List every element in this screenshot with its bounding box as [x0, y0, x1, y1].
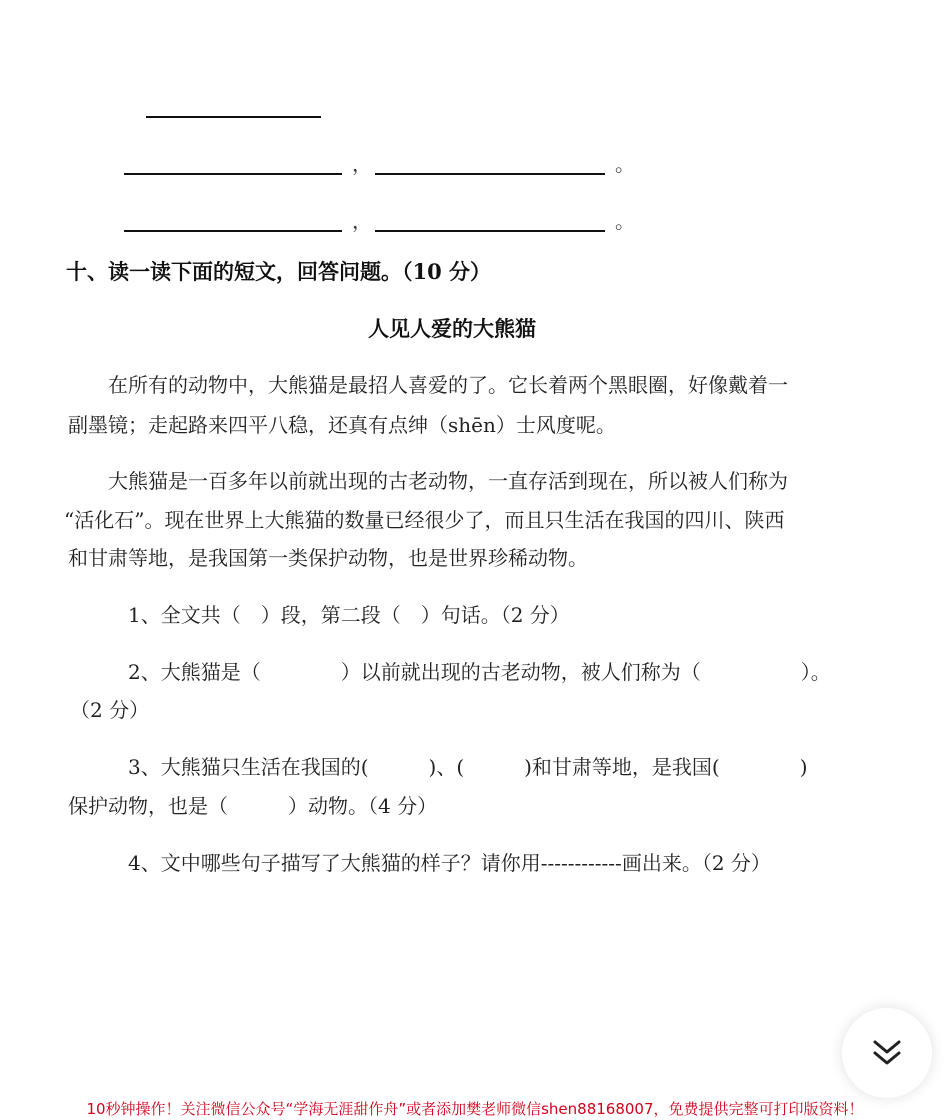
section-heading: 十、读一读下面的短文，回答问题。（10 分）: [66, 259, 492, 284]
passage-paragraph-2-line-3: 和甘肃等地，是我国第一类保护动物，也是世界珍稀动物。: [68, 546, 588, 570]
double-chevron-down-icon: [871, 1038, 903, 1068]
footer-promo-text: 10秒钟操作！关注微信公众号“学海无涯甜作舟”或者添加樊老师微信shen88168007，免费提供完整可打印版资料！: [86, 1100, 864, 1118]
passage-paragraph-2-line-2: “活化石”。现在世界上大熊猫的数量已经很少了，而且只生活在我国的四川、陕西: [64, 508, 785, 532]
question-2-line-2: （2 分）: [70, 698, 150, 722]
passage-paragraph-1-line-2: 副墨镜；走起路来四平八稳，还真有点绅（shēn）士风度呢。: [68, 413, 616, 437]
passage-title: 人见人爱的大熊猫: [368, 316, 536, 341]
passage-paragraph-2-line-1: 大熊猫是一百多年以前就出现的古老动物，一直存活到现在，所以被人们称为: [108, 469, 788, 493]
answer-period: 。: [615, 209, 635, 233]
answer-blank-line: [375, 230, 605, 232]
scroll-down-button[interactable]: [842, 1008, 932, 1098]
answer-comma: ，: [352, 152, 372, 176]
answer-period: 。: [615, 152, 635, 176]
question-3-line-2: 保护动物，也是（ ）动物。（4 分）: [68, 794, 438, 818]
answer-blank-line: [146, 116, 321, 118]
answer-blank-line: [375, 173, 605, 175]
question-2-line-1: 2、大熊猫是（ ）以前就出现的古老动物，被人们称为（ ）。: [128, 660, 831, 684]
passage-paragraph-1-line-1: 在所有的动物中，大熊猫是最招人喜爱的了。它长着两个黑眼圈，好像戴着一: [108, 373, 788, 397]
answer-comma: ，: [352, 209, 372, 233]
answer-blank-line: [124, 230, 342, 232]
answer-blank-line: [124, 173, 342, 175]
question-3-line-1: 3、大熊猫只生活在我国的( )、( )和甘肃等地，是我国( ): [128, 755, 808, 779]
question-4: 4、文中哪些句子描写了大熊猫的样子？请你用------------画出来。（2 分）: [128, 851, 771, 875]
question-1: 1、全文共（ ）段，第二段（ ）句话。（2 分）: [128, 603, 570, 627]
